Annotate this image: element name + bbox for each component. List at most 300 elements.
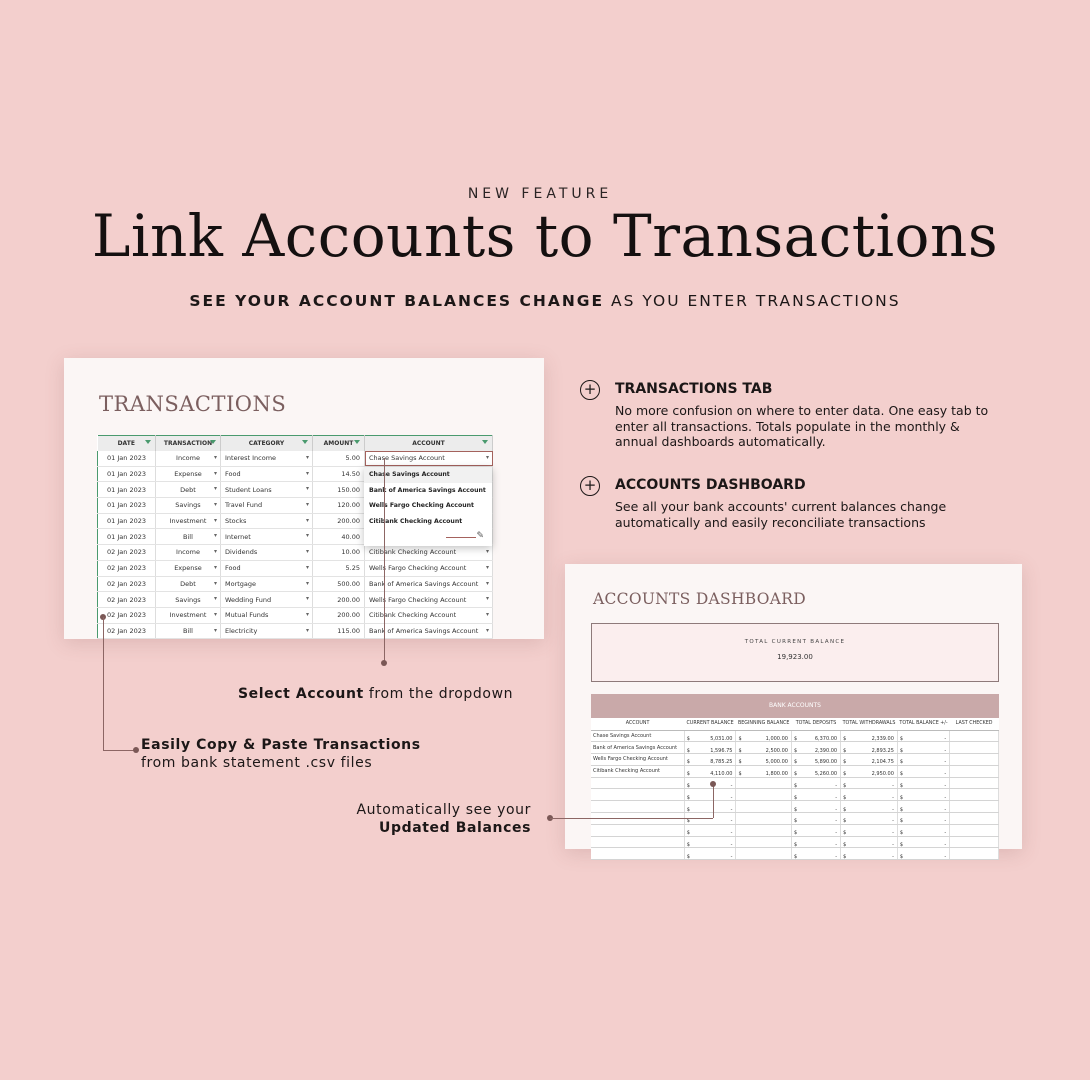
value: 5,890.00 [814,759,838,766]
account-select[interactable]: Citibank Checking Account ▾ [365,545,493,561]
table-row [98,607,493,623]
amount-cell[interactable]: 14.50 [313,466,365,482]
subtitle-rest: AS YOU ENTER TRANSACTIONS [604,292,901,310]
total-cell [897,754,949,766]
currency-symbol: $ [793,853,798,860]
table-row [98,560,493,576]
column-header-date[interactable] [98,436,156,451]
callout-bold: Updated Balances [379,820,531,836]
total-balance-label: TOTAL CURRENT BALANCE [744,639,846,645]
page-title: Link Accounts to Transactions [91,202,999,270]
currency-symbol: $ [843,794,847,801]
currency-symbol: $ [793,842,798,849]
dropdown-option[interactable]: Chase Savings Account [364,467,492,483]
total-cell [897,848,949,860]
account-name-cell [591,824,684,836]
filter-icon[interactable] [145,440,151,444]
table-row [591,824,999,836]
value: 8,785.25 [710,759,733,766]
date-cell[interactable]: 01 Jan 2023 [98,513,156,529]
withdrawals-cell [841,824,898,836]
column-header: ACCOUNT [591,718,684,730]
currency-symbol: $ [738,759,742,766]
currency-symbol: $ [793,830,798,837]
value: - [944,783,947,790]
category-select[interactable]: Mortgage ▾ [221,576,313,592]
value: - [835,806,838,813]
bank-accounts-table [591,718,999,860]
category-select[interactable]: Dividends ▾ [221,545,313,561]
withdrawals-cell [841,848,898,860]
bank-accounts-header: BANK ACCOUNTS [591,694,999,718]
total-cell [897,801,949,813]
beginning-cell [736,836,791,848]
value: 2,893.25 [871,747,894,754]
table-row [98,576,493,592]
currency-symbol: $ [899,842,904,849]
column-label: AMOUNT [323,439,354,447]
currency-symbol: $ [899,771,904,778]
value: - [730,830,733,837]
withdrawals-cell [841,765,898,777]
currency-symbol: $ [686,759,690,766]
transaction-type-select[interactable]: Expense ▾ [156,466,221,482]
value: - [730,783,733,790]
currency-symbol: $ [686,794,690,801]
accounts-dashboard-title: ACCOUNTS DASHBOARD [593,590,806,608]
amount-cell[interactable]: 150.00 [313,482,365,498]
transaction-type-select[interactable]: Income ▾ [156,451,221,467]
value: - [835,842,838,849]
filter-icon[interactable] [354,440,360,444]
value: 1,596.75 [710,747,733,754]
callout-copy-paste [141,736,421,772]
column-header: LAST CHECKED [950,718,999,730]
table-row [591,754,999,766]
amount-cell[interactable]: 200.00 [313,592,365,608]
column-header: TOTAL WITHDRAWALS [841,718,898,730]
withdrawals-cell [841,730,898,742]
callout-text: Automatically see your [356,802,531,818]
value: - [730,818,733,825]
last-checked-cell[interactable] [950,789,999,801]
currency-symbol: $ [793,806,798,813]
accounts-dashboard-card [565,564,1022,860]
value: - [944,759,947,766]
transaction-type-select[interactable]: Expense ▾ [156,560,221,576]
dropdown-option[interactable]: Citibank Checking Account [369,517,463,525]
total-balance-value: 19,923.00 [777,653,813,661]
connector-line [713,784,714,818]
callout-select-account [238,686,513,702]
filter-icon[interactable] [482,440,488,444]
feature-description: No more confusion on where to enter data. One easy tab to enter all transactions. Totals populate in the monthly & annual dashboards automatically. [615,403,989,449]
currency-symbol: $ [686,735,690,742]
beginning-cell [736,801,791,813]
value: 2,950.00 [871,771,894,778]
value: - [892,806,894,813]
currency-symbol: $ [843,735,847,742]
currency-symbol: $ [686,747,690,754]
withdrawals-cell [841,742,898,754]
last-checked-cell[interactable] [950,813,999,825]
category-select[interactable]: Electricity ▾ [221,623,313,639]
date-cell[interactable]: 01 Jan 2023 [98,482,156,498]
column-label: DATE [117,439,135,447]
beginning-cell [736,813,791,825]
deposits-cell [791,801,840,813]
transaction-type-select[interactable]: Savings ▾ [156,498,221,514]
value: - [835,794,838,801]
withdrawals-cell [841,777,898,789]
table-row [591,836,999,848]
currency-symbol: $ [843,830,847,837]
value: 6,370.00 [814,735,838,742]
connector-line [103,750,135,751]
current-cell [684,801,736,813]
currency-symbol: $ [843,747,847,754]
deposits-cell [791,836,840,848]
feature-title: ACCOUNTS DASHBOARD [615,477,806,493]
deposits-cell [791,765,840,777]
last-checked-cell[interactable] [950,801,999,813]
pencil-icon[interactable]: ✎ [476,531,484,541]
value: - [944,735,947,742]
last-checked-cell[interactable] [950,765,999,777]
deposits-cell [791,742,840,754]
currency-symbol: $ [793,783,798,790]
last-checked-cell[interactable] [950,824,999,836]
withdrawals-cell [841,789,898,801]
account-select[interactable]: Wells Fargo Checking Account ▾ [365,560,493,576]
account-select[interactable]: Chase Savings Account ▾ [365,451,493,467]
currency-symbol: $ [738,735,742,742]
transactions-card [64,358,544,639]
currency-symbol: $ [738,747,742,754]
category-select[interactable]: Internet ▾ [221,529,313,545]
currency-symbol: $ [899,818,904,825]
value: - [892,853,894,860]
table-header-row [591,718,999,730]
amount-cell[interactable]: 200.00 [313,607,365,623]
account-name-cell [591,801,684,813]
amount-cell[interactable]: 5.00 [313,451,365,467]
connector-line [550,818,713,819]
account-select[interactable]: Citibank Checking Account ▾ [365,607,493,623]
last-checked-cell[interactable] [950,742,999,754]
transactions-title: TRANSACTIONS [99,392,287,416]
callout-text: from bank statement .csv files [141,755,373,771]
table-row [591,765,999,777]
table-row [98,451,493,467]
amount-cell[interactable]: 10.00 [313,545,365,561]
total-cell [897,813,949,825]
amount-cell[interactable]: 115.00 [313,623,365,639]
column-header-amount[interactable] [313,436,365,451]
account-select[interactable]: Wells Fargo Checking Account ▾ [365,592,493,608]
currency-symbol: $ [793,771,798,778]
value: - [944,806,947,813]
withdrawals-cell [841,801,898,813]
current-cell [684,789,736,801]
currency-symbol: $ [843,771,847,778]
value: 2,390.00 [814,747,838,754]
currency-symbol: $ [686,806,690,813]
value: - [944,794,947,801]
column-header: CURRENT BALANCE [684,718,736,730]
value: - [835,783,838,790]
currency-symbol: $ [843,783,847,790]
dropdown-option[interactable]: Wells Fargo Checking Account [369,502,474,509]
current-cell [684,730,736,742]
beginning-cell [736,754,791,766]
value: - [892,818,894,825]
deposits-cell [791,824,840,836]
kicker: NEW FEATURE [467,186,613,202]
divider [446,537,476,538]
total-cell [897,777,949,789]
callout-updated-balances [250,801,531,837]
column-header: BEGINNING BALANCE [736,718,791,730]
currency-symbol: $ [686,842,690,849]
column-label: CATEGORY [248,439,285,447]
callout-text: from the dropdown [363,686,514,702]
date-cell[interactable]: 02 Jan 2023 [98,592,156,608]
amount-cell[interactable]: 200.00 [313,513,365,529]
transaction-type-select[interactable]: Investment ▾ [156,513,221,529]
total-balance-box [591,623,999,682]
value: - [944,830,947,837]
value: - [835,818,838,825]
current-cell [684,754,736,766]
account-name-cell [591,848,684,860]
total-cell [897,765,949,777]
transaction-type-select[interactable]: Debt ▾ [156,576,221,592]
account-name-cell: Citibank Checking Account [591,765,684,777]
currency-symbol: $ [899,735,904,742]
total-cell [897,742,949,754]
value: - [944,818,947,825]
beginning-cell [736,765,791,777]
filter-icon[interactable] [210,440,216,444]
currency-symbol: $ [793,747,798,754]
category-select[interactable]: Food ▾ [221,560,313,576]
last-checked-cell[interactable] [950,777,999,789]
date-cell[interactable]: 02 Jan 2023 [98,623,156,639]
transaction-type-select[interactable]: Savings ▾ [156,592,221,608]
current-cell [684,742,736,754]
date-cell[interactable]: 02 Jan 2023 [98,560,156,576]
amount-cell[interactable]: 40.00 [313,529,365,545]
date-cell[interactable]: 02 Jan 2023 [98,545,156,561]
value: 4,110.00 [710,771,733,778]
category-select[interactable]: Stocks ▾ [221,513,313,529]
table-row [591,848,999,860]
beginning-cell [736,777,791,789]
account-name-cell [591,836,684,848]
amount-cell[interactable]: 5.25 [313,560,365,576]
beginning-cell [736,848,791,860]
currency-symbol: $ [686,818,690,825]
value: - [944,747,947,754]
amount-cell[interactable]: 500.00 [313,576,365,592]
currency-symbol: $ [899,806,904,813]
subtitle-bold: SEE YOUR ACCOUNT BALANCES CHANGE [189,292,605,310]
currency-symbol: $ [899,794,904,801]
account-name-cell: Bank of America Savings Account [591,742,684,754]
transaction-type-select[interactable]: Bill ▾ [156,623,221,639]
beginning-cell [736,789,791,801]
plus-circle-icon: + [580,476,600,496]
current-cell [684,836,736,848]
category-select[interactable]: Wedding Fund ▾ [221,592,313,608]
table-row [591,801,999,813]
value: - [835,830,838,837]
table-row [98,623,493,639]
column-label: TRANSACTION [163,439,213,447]
value: - [730,806,733,813]
column-header: TOTAL DEPOSITS [791,718,840,730]
category-select[interactable]: Interest Income ▾ [221,451,313,467]
dropdown-option[interactable]: Bank of America Savings Account [369,486,486,494]
last-checked-cell[interactable] [950,836,999,848]
category-select[interactable]: Travel Fund ▾ [221,498,313,514]
subtitle [0,292,1090,310]
last-checked-cell[interactable] [950,848,999,860]
currency-symbol: $ [899,759,904,766]
currency-symbol: $ [738,771,742,778]
value: - [944,853,947,860]
current-cell [684,824,736,836]
total-cell [897,730,949,742]
value: - [730,853,733,860]
value: - [892,830,894,837]
value: 2,104.75 [871,759,894,766]
filter-icon[interactable] [302,440,308,444]
currency-symbol: $ [899,853,904,860]
currency-symbol: $ [793,794,798,801]
value: - [892,794,894,801]
column-header-category[interactable] [221,436,313,451]
value: - [730,842,733,849]
callout-bold: Easily Copy & Paste Transactions [141,737,421,753]
deposits-cell [791,848,840,860]
beginning-cell [736,730,791,742]
account-select[interactable]: Bank of America Savings Account ▾ [365,576,493,592]
currency-symbol: $ [686,783,690,790]
transaction-type-select[interactable]: Bill ▾ [156,529,221,545]
date-cell[interactable]: 01 Jan 2023 [98,529,156,545]
date-cell[interactable]: 02 Jan 2023 [98,576,156,592]
transaction-type-select[interactable]: Debt ▾ [156,482,221,498]
currency-symbol: $ [793,735,798,742]
connector-line [103,617,104,750]
currency-symbol: $ [843,853,847,860]
table-row [591,730,999,742]
last-checked-cell[interactable] [950,754,999,766]
value: 1,800.00 [765,771,788,778]
value: 5,000.00 [765,759,788,766]
feature-title: TRANSACTIONS TAB [615,381,773,397]
category-select[interactable]: Food ▾ [221,466,313,482]
currency-symbol: $ [843,759,847,766]
currency-symbol: $ [686,853,690,860]
transaction-type-select[interactable]: Investment ▾ [156,607,221,623]
table-row [98,592,493,608]
current-cell [684,765,736,777]
account-name-cell: Chase Savings Account [591,730,684,742]
currency-symbol: $ [793,759,798,766]
value: 1,000.00 [765,735,788,742]
beginning-cell [736,742,791,754]
connector-dot [133,747,139,753]
category-select[interactable]: Student Loans ▾ [221,482,313,498]
connector-dot [710,781,716,787]
value: 5,260.00 [814,771,838,778]
category-select[interactable]: Mutual Funds ▾ [221,607,313,623]
account-name-cell [591,789,684,801]
table-row [98,545,493,561]
plus-circle-icon: + [580,380,600,400]
table-header-row [98,436,493,451]
account-name-cell: Wells Fargo Checking Account [591,754,684,766]
date-cell[interactable]: 02 Jan 2023 [98,607,156,623]
table-row [591,742,999,754]
value: 5,031.00 [710,735,733,742]
connector-dot [381,660,387,666]
deposits-cell [791,813,840,825]
amount-cell[interactable]: 120.00 [313,498,365,514]
currency-symbol: $ [843,842,847,849]
date-cell[interactable]: 01 Jan 2023 [98,451,156,467]
currency-symbol: $ [899,830,904,837]
current-cell [684,848,736,860]
beginning-cell [736,824,791,836]
date-cell[interactable]: 01 Jan 2023 [98,466,156,482]
callout-bold: Select Account [238,686,364,702]
value: - [944,771,947,778]
column-header: TOTAL BALANCE +/- [897,718,949,730]
currency-symbol: $ [843,818,847,825]
column-label: ACCOUNT [412,439,445,447]
currency-symbol: $ [793,818,798,825]
total-cell [897,824,949,836]
column-header-transaction[interactable] [156,436,221,451]
value: - [944,842,947,849]
value: 2,500.00 [765,747,788,754]
withdrawals-cell [841,836,898,848]
date-cell[interactable]: 01 Jan 2023 [98,498,156,514]
table-row [591,789,999,801]
account-select[interactable]: Bank of America Savings Account ▾ [365,623,493,639]
withdrawals-cell [841,813,898,825]
value: 2,339.00 [871,735,894,742]
deposits-cell [791,754,840,766]
account-name-cell [591,777,684,789]
value: - [892,783,894,790]
connector-line [384,458,385,663]
currency-symbol: $ [686,771,690,778]
column-header-account[interactable] [365,436,493,451]
last-checked-cell[interactable] [950,730,999,742]
currency-symbol: $ [899,783,904,790]
total-cell [897,789,949,801]
total-cell [897,836,949,848]
currency-symbol: $ [686,830,690,837]
transaction-type-select[interactable]: Income ▾ [156,545,221,561]
feature-description: See all your bank accounts' current balances change automatically and easily reconciliate transactions [615,499,947,530]
value: - [730,794,733,801]
